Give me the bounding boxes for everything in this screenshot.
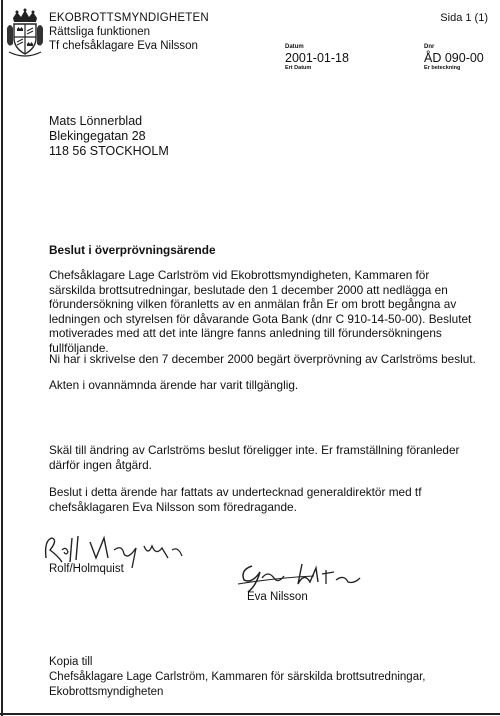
department-name: Rättsliga funktionen: [49, 26, 151, 38]
sender-title: Tf chefsåklagare Eva Nilsson: [49, 40, 198, 52]
copy-recipient-line1: Chefsåklagare Lage Carlström, Kammaren för särskilda brottsutredningar,: [49, 671, 426, 683]
paragraph-file: Akten i ovannämnda ärende har varit tillgänglig.: [49, 378, 299, 392]
scan-border-left: [1, 0, 3, 716]
reference-sub-label: Er beteckning: [424, 65, 461, 71]
page-number: Sida 1 (1): [440, 12, 488, 24]
recipient-address: [49, 114, 169, 159]
paragraph-request: Ni har i skrivelse den 7 december 2000 begärt överprövning av Carlströms beslut.: [49, 352, 476, 366]
recipient-name: Mats Lönnerblad: [49, 114, 143, 128]
signatory-name-1: Rolf/Holmquist: [49, 563, 124, 575]
copy-to-block: [49, 655, 425, 700]
recipient-city: 118 56 STOCKHOLM: [49, 144, 169, 158]
organization-name: EKOBROTTSMYNDIGHETEN: [49, 12, 209, 24]
date-value: 2001-01-18: [285, 51, 349, 65]
copy-label: Kopia till: [49, 656, 93, 668]
date-sub-label: Ert Datum: [285, 65, 312, 71]
recipient-street: Blekingegatan 28: [49, 129, 146, 143]
signature-nilsson: [234, 556, 364, 596]
copy-recipient-line2: Ekobrottsmyndigheten: [49, 686, 164, 698]
reference-block: [424, 44, 484, 71]
paragraph-decision: Chefsåklagare Lage Carlström vid Ekobrottsmyndigheten, Kammaren för särskilda brottsutredningar, beslutade den 1 december 2000 att nedlägga en förundersökning vilken föranletts av en anmälan från Er om brott begångna av ledningen och styrelsen för dåvarande Gota Bank (dnr C 910-14-50-00). Beslutet motiverades med att det inte längre fanns anledning till förundersökningens fullföljande.: [49, 268, 472, 355]
scan-border-bottom: [0, 713, 500, 715]
reference-label: Dnr: [424, 44, 435, 50]
paragraph-conclusion: Skäl till ändring av Carlströms beslut föreligger inte. Er framställning föranleder därför ingen åtgärd.: [49, 443, 460, 472]
date-block: [285, 44, 349, 71]
letter-heading: Beslut i överprövningsärende: [49, 243, 216, 257]
organization-block: [49, 11, 209, 53]
paragraph-signatories: Beslut i detta ärende har fattats av undertecknad generaldirektör med tf chefsåklagaren Eva Nilsson som föredragande.: [49, 485, 422, 514]
reference-value: ÅD 090-00: [424, 51, 484, 65]
date-label: Datum: [285, 44, 304, 50]
coat-of-arms-logo: [5, 8, 45, 60]
signatory-name-2: Eva Nilsson: [247, 591, 308, 603]
